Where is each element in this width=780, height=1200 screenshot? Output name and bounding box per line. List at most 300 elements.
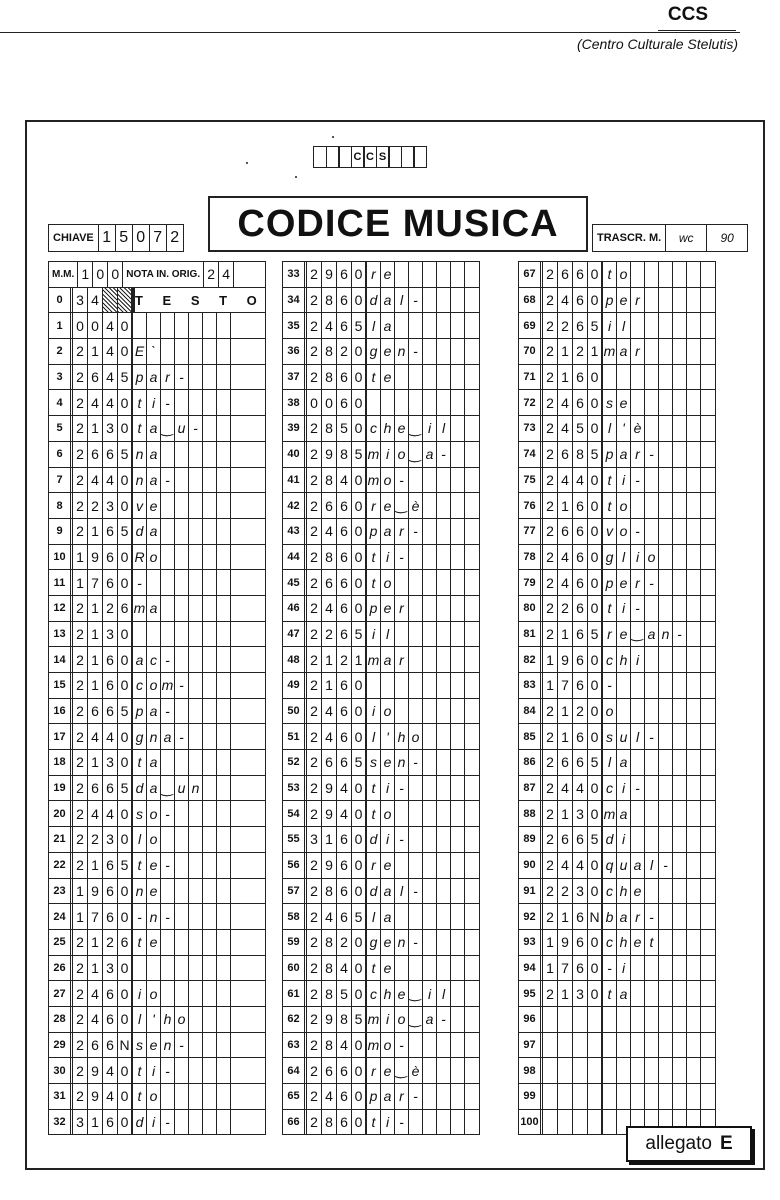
lyric-char-cell [673,545,687,570]
lyric-char-cell [631,262,645,287]
mm-row [49,262,265,288]
lyric-char-cell [645,1084,659,1109]
note-code-digit: 5 [588,622,603,647]
lyric-char-cell [437,827,451,852]
lyric-char-cell: r [631,339,645,364]
lyric-char-cell [451,801,465,826]
lyric-char-cell: d [603,827,617,852]
row-number: 42 [283,493,307,518]
lyric-char-cell [687,853,701,878]
note-code-digit: 1 [88,596,103,621]
lyric-char-cell [161,596,175,621]
lyric-char-cell: u [175,416,189,441]
code-row [519,673,715,699]
lyric-char-cell: i [147,1110,161,1135]
note-code-digit: 6 [103,442,118,467]
note-code-digit: 5 [588,827,603,852]
lyric-char-cell [217,647,231,672]
note-code-digit: 8 [322,365,337,390]
note-code-digit: 8 [322,468,337,493]
lyric-char-cell: l [367,313,381,338]
lyric-char-cell [231,673,245,698]
row-number: 53 [283,776,307,801]
lyric-char-cell [189,673,203,698]
row-number: 33 [283,262,307,287]
note-code-digit: 4 [558,288,573,313]
row-number: 2 [49,339,73,364]
note-code-digit: 6 [337,545,352,570]
lyric-char-cell [451,1084,465,1109]
lyric-char-cell [203,468,217,493]
lyric-char-cell [217,545,231,570]
lyric-char-cell [367,673,381,698]
lyric-char-cell: ‿ [409,981,423,1006]
note-code-digit: 6 [103,673,118,698]
lyric-char-cell [409,262,423,287]
note-code-digit: 2 [543,493,558,518]
lyric-char-cell [687,1084,701,1109]
hatched-cell [118,288,133,313]
lyric-char-cell: l [381,622,395,647]
lyric-char-cell: a [161,724,175,749]
lyric-char-cell: ' [147,1007,161,1032]
lyric-char-cell [175,699,189,724]
code-row [49,313,265,339]
lyric-char-cell: n [395,750,409,775]
lyric-char-cell [687,468,701,493]
lyric-char-cell [189,827,203,852]
lyric-char-cell [673,673,687,698]
note-code-digit: 6 [337,570,352,595]
lyric-char-cell: - [395,1110,409,1135]
lyric-char-cell [437,313,451,338]
code-row [49,853,265,879]
lyric-char-cell [645,827,659,852]
lyric-char-cell [189,1007,203,1032]
lyric-char-cell [203,647,217,672]
note-code-digit: 5 [573,416,588,441]
note-code-digit: 0 [352,724,367,749]
note-code-digit: 7 [558,673,573,698]
lyric-char-cell [617,365,631,390]
note-code-digit: 1 [558,724,573,749]
lyric-char-cell: a [381,313,395,338]
lyric-char-cell [231,622,245,647]
lyric-char-cell: - [603,673,617,698]
note-code-digit [588,1084,603,1109]
row-number: 45 [283,570,307,595]
lyric-char-cell: t [133,1058,147,1083]
note-code-digit: 4 [103,365,118,390]
note-code-digit: 0 [588,801,603,826]
mm-digit: 0 [93,262,108,287]
lyric-char-cell [175,442,189,467]
lyric-char-cell [451,262,465,287]
lyric-char-cell: - [133,904,147,929]
lyric-char-cell [701,468,715,493]
note-code-digit: 2 [307,904,322,929]
note-code-digit: 6 [337,724,352,749]
lyric-char-cell: t [603,468,617,493]
lyric-char-cell: g [367,339,381,364]
lyric-char-cell [701,570,715,595]
lyric-char-cell [451,416,465,441]
note-code-digit [573,1033,588,1058]
row-number: 92 [519,904,543,929]
code-row [283,673,479,699]
note-code-digit: 0 [588,545,603,570]
lyric-char-cell: t [367,956,381,981]
lyric-char-cell [687,288,701,313]
lyric-char-cell [217,981,231,1006]
lyric-char-cell: h [617,647,631,672]
lyric-char-cell [409,673,423,698]
row-number: 60 [283,956,307,981]
lyric-char-cell [423,1033,437,1058]
note-code-digit: 4 [322,313,337,338]
lyric-char-cell [659,390,673,415]
lyric-char-cell [673,904,687,929]
lyric-char-cell [659,956,673,981]
lyric-char-cell: c [367,981,381,1006]
lyric-char-cell: i [147,390,161,415]
lyric-char-cell [451,545,465,570]
note-code-digit: 2 [307,1084,322,1109]
note-code-digit: 8 [322,879,337,904]
lyric-char-cell [437,1084,451,1109]
lyric-char-cell: a [147,750,161,775]
note-code-digit: 6 [573,622,588,647]
note-code-digit: 4 [573,776,588,801]
lyric-char-cell [451,1058,465,1083]
lyric-char-cell [161,313,175,338]
lyric-char-cell [659,879,673,904]
note-code-digit: 4 [103,1058,118,1083]
lyric-char-cell [189,956,203,981]
lyric-char-cell: ‿ [161,776,175,801]
lyric-char-cell: e [617,390,631,415]
lyric-char-cell [701,1007,715,1032]
lyric-char-cell [409,596,423,621]
lyric-char-cell [409,545,423,570]
lyric-char-cell [161,879,175,904]
lyric-char-cell [687,724,701,749]
lyric-char-cell: e [617,622,631,647]
note-code-digit: 0 [118,904,133,929]
lyric-char-cell [659,339,673,364]
lyric-char-cell: - [175,1033,189,1058]
lyric-char-cell [451,622,465,647]
lyric-char-cell [395,673,409,698]
note-code-digit [558,1033,573,1058]
lyric-char-cell [423,827,437,852]
lyric-char-cell [231,1007,245,1032]
lyric-char-cell: t [367,776,381,801]
row-number: 43 [283,519,307,544]
note-code-digit: 2 [307,981,322,1006]
lyric-char-cell: t [133,416,147,441]
lyric-char-cell [465,699,479,724]
lyric-char-cell: a [147,416,161,441]
lyric-char-cell: p [603,288,617,313]
lyric-char-cell: b [603,904,617,929]
lyric-char-cell [673,339,687,364]
lyric-char-cell: e [381,1058,395,1083]
note-code-digit: 9 [322,442,337,467]
note-code-digit: 6 [573,570,588,595]
lyric-char-cell [437,262,451,287]
note-code-digit: 5 [588,750,603,775]
lyric-char-cell: l [133,827,147,852]
row-number: 7 [49,468,73,493]
lyric-char-cell: e [147,930,161,955]
note-code-digit: 2 [307,776,322,801]
lyric-char-cell [217,390,231,415]
lyric-char-cell: h [381,981,395,1006]
lyric-char-cell [659,545,673,570]
code-row [519,879,715,905]
lyric-char-cell [701,442,715,467]
lyric-char-cell [423,622,437,647]
lyric-char-cell: a [631,853,645,878]
note-code-digit: 5 [352,1007,367,1032]
note-code-digit: 2 [543,724,558,749]
note-code-digit: 1 [558,699,573,724]
note-code-digit: 2 [307,288,322,313]
note-code-digit: 2 [307,879,322,904]
code-row [49,545,265,571]
lyric-char-cell [451,879,465,904]
lyric-char-cell [423,545,437,570]
lyric-char-cell [465,853,479,878]
code-row [49,1084,265,1110]
lyric-char-cell [451,339,465,364]
lyric-char-cell [423,313,437,338]
lyric-char-cell [423,468,437,493]
lyric-char-cell [231,596,245,621]
note-code-digit: N [118,1033,133,1058]
note-code-digit: 0 [118,879,133,904]
lyric-char-cell [409,956,423,981]
lyric-char-cell [631,1058,645,1083]
lyric-char-cell: o [147,545,161,570]
lyric-char-cell: h [617,930,631,955]
note-code-digit: 0 [352,1110,367,1135]
note-code-digit: 2 [73,827,88,852]
lyric-char-cell [203,493,217,518]
note-code-digit: 5 [118,365,133,390]
note-code-digit: 0 [588,956,603,981]
lyric-char-cell [423,1084,437,1109]
row-number: 99 [519,1084,543,1109]
lyric-char-cell: i [617,956,631,981]
row-number: 93 [519,930,543,955]
lyric-char-cell [203,442,217,467]
lyric-char-cell: - [395,1033,409,1058]
lyric-char-cell: a [381,519,395,544]
code-row [519,1058,715,1084]
row-number: 79 [519,570,543,595]
lyric-char-cell [645,1033,659,1058]
note-code-digit: 0 [352,981,367,1006]
lyric-char-cell [437,724,451,749]
lyric-char-cell [451,699,465,724]
lyric-char-cell [203,776,217,801]
lyric-char-cell: e [381,750,395,775]
lyric-char-cell [465,416,479,441]
note-code-digit: 2 [307,442,322,467]
note-code-digit: 4 [103,339,118,364]
note-code-digit: 2 [543,904,558,929]
code-row [519,1033,715,1059]
lyric-char-cell: s [367,750,381,775]
note-code-digit: 6 [337,596,352,621]
code-row [519,442,715,468]
note-code-digit: 0 [118,750,133,775]
lyric-char-cell: e [381,853,395,878]
lyric-char-cell [175,801,189,826]
lyric-char-cell: - [161,1058,175,1083]
note-code-digit: 0 [588,853,603,878]
lyric-char-cell: a [617,442,631,467]
lyric-char-cell [645,288,659,313]
lyric-char-cell [451,724,465,749]
lyric-char-cell [133,622,147,647]
note-code-digit: 8 [573,442,588,467]
code-row [283,519,479,545]
lyric-char-cell [465,750,479,775]
note-code-digit: 2 [88,493,103,518]
note-code-digit: 0 [307,390,322,415]
note-code-digit: 9 [322,1007,337,1032]
lyric-char-cell [687,442,701,467]
lyric-char-cell [437,622,451,647]
lyric-char-cell [175,904,189,929]
lyric-char-cell [659,416,673,441]
note-code-digit: 2 [307,1110,322,1135]
note-code-digit: 1 [88,339,103,364]
lyric-char-cell [133,313,147,338]
chiave-digit: 2 [170,229,180,246]
lyric-char-cell [189,699,203,724]
note-code-digit: 1 [543,647,558,672]
note-code-digit: 8 [322,416,337,441]
code-row [283,904,479,930]
code-column-3 [518,261,716,1135]
mm-label: M.M. [49,262,78,287]
lyric-char-cell: - [395,776,409,801]
lyric-char-cell: l [437,416,451,441]
note-code-digit: 5 [118,519,133,544]
note-code-digit: 6 [573,750,588,775]
lyric-char-cell: i [381,827,395,852]
note-code-digit: 4 [103,390,118,415]
lyric-char-cell [175,468,189,493]
lyric-char-cell [673,519,687,544]
lyric-char-cell [437,956,451,981]
note-code-digit: 6 [337,879,352,904]
lyric-char-cell: m [367,468,381,493]
lyric-char-cell [645,493,659,518]
lyric-char-cell: c [603,879,617,904]
note-code-digit [588,1110,603,1135]
lyric-char-cell [161,339,175,364]
lyric-char-cell [451,750,465,775]
lyric-char-cell [437,468,451,493]
lyric-char-cell [203,930,217,955]
lyric-char-cell: r [631,288,645,313]
code-row [283,853,479,879]
lyric-char-cell [217,1007,231,1032]
lyric-char-cell [451,288,465,313]
lyric-char-cell [687,339,701,364]
nota-label: NOTA IN. ORIG. [123,262,204,287]
lyric-char-cell: r [395,519,409,544]
note-code-digit: 3 [103,622,118,647]
note-code-digit: 5 [337,981,352,1006]
note-code-digit: 2 [543,519,558,544]
code-row [49,956,265,982]
lyric-char-cell: a [617,339,631,364]
note-code-digit: 0 [588,724,603,749]
note-code-digit: 2 [103,596,118,621]
code-row [519,801,715,827]
lyric-char-cell [465,468,479,493]
note-code-digit [543,1033,558,1058]
note-code-digit: 6 [88,365,103,390]
note-code-digit: 0 [118,468,133,493]
code-row [49,930,265,956]
note-code-digit [558,1110,573,1135]
lyric-char-cell [189,493,203,518]
lyric-char-cell [687,1058,701,1083]
lyric-char-cell [409,904,423,929]
code-row [283,365,479,391]
lyric-char-cell [659,262,673,287]
note-code-digit: 0 [352,570,367,595]
note-code-digit: 0 [588,673,603,698]
lyric-char-cell [645,416,659,441]
lyric-char-cell [687,750,701,775]
note-code-digit: 1 [88,750,103,775]
lyric-char-cell: - [175,724,189,749]
note-code-digit: 4 [573,853,588,878]
speck [332,136,334,138]
lyric-char-cell: o [147,1084,161,1109]
row-number: 34 [283,288,307,313]
lyric-char-cell: l [603,416,617,441]
lyric-char-cell [603,1058,617,1083]
speck [295,176,297,178]
lyric-char-cell: d [133,1110,147,1135]
note-code-digit: 6 [573,647,588,672]
note-code-digit: 1 [543,673,558,698]
note-code-digit: 3 [73,1110,88,1135]
note-code-digit: 3 [103,956,118,981]
note-code-digit: 0 [352,879,367,904]
nota-digit: 4 [219,262,234,287]
lyric-char-cell [409,1110,423,1135]
note-code-digit: 6 [573,390,588,415]
note-code-digit: 2 [73,981,88,1006]
note-code-digit: 2 [307,262,322,287]
note-code-digit: 2 [543,545,558,570]
lyric-char-cell [465,724,479,749]
lyric-char-cell [451,904,465,929]
lyric-char-cell [437,288,451,313]
lyric-char-cell: n [161,1033,175,1058]
note-code-digit [558,1007,573,1032]
